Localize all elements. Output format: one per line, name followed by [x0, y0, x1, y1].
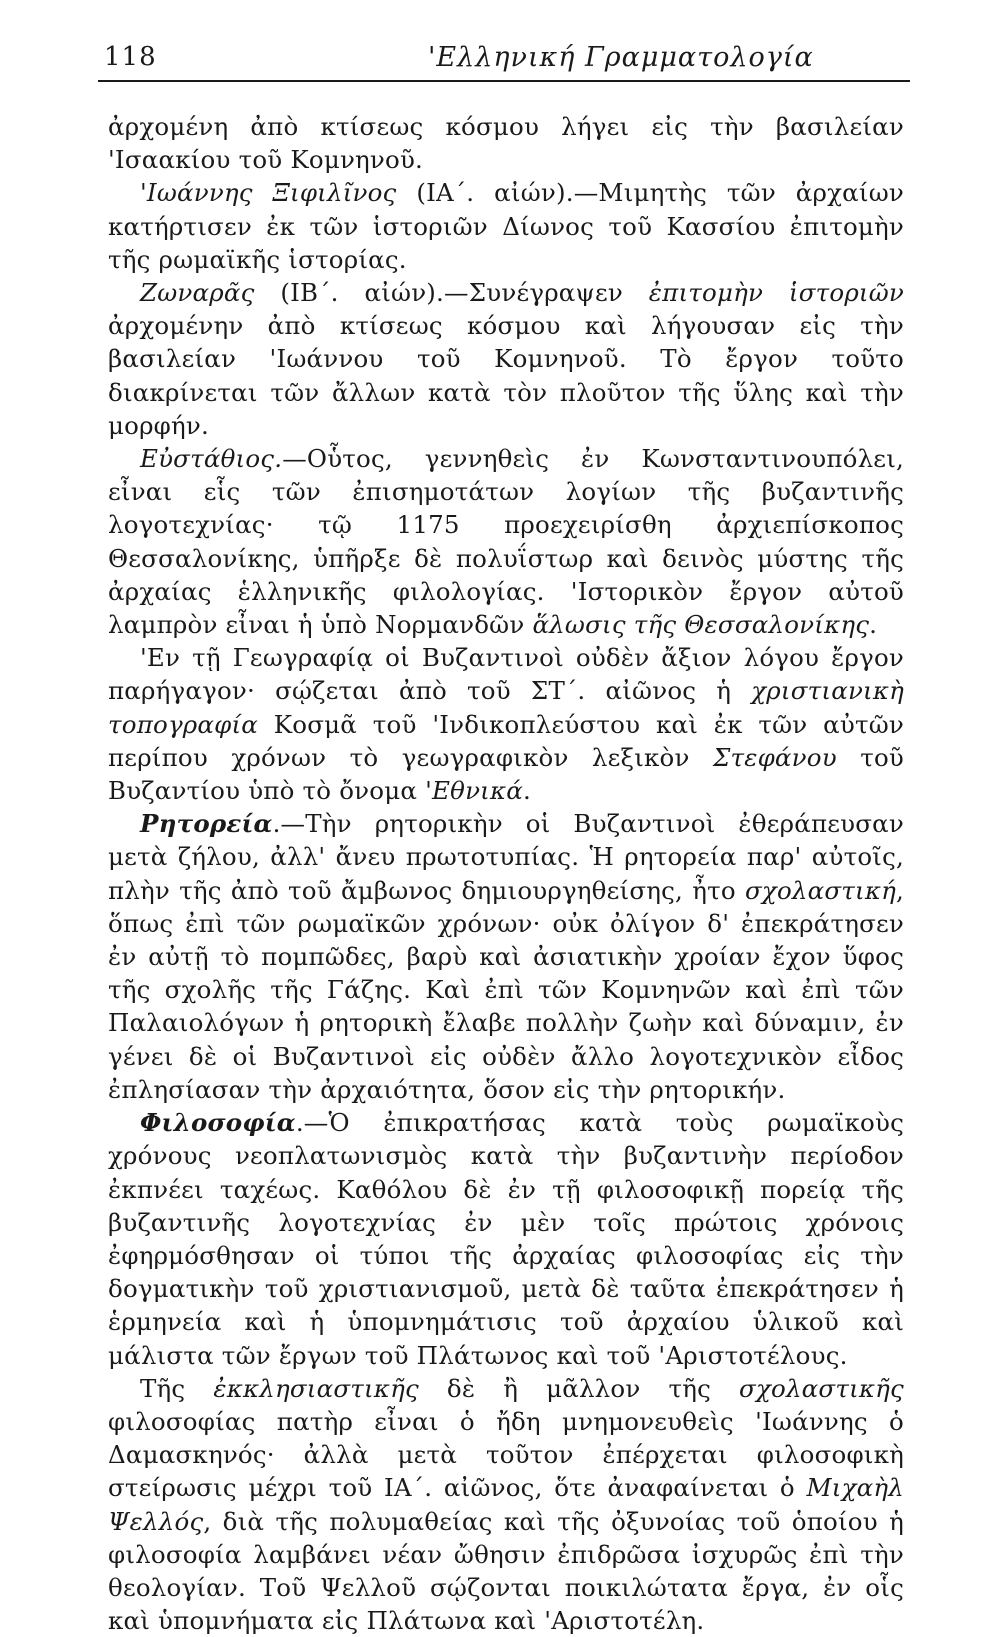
- paragraph-p8: [108, 1372, 904, 1637]
- text-run: —Οὗτος, γεννηθεὶς ἐν Κωνσταντινουπόλει, εἶναι εἷς τῶν ἐπισημοτάτων λογίων τῆς βυζαντινῆς λογοτεχνίας· τῷ 1175 προεχειρίσθη ἀρχιεπίσκοπος Θεσσαλονίκης, ὑπῆρξε δὲ πολυΐστωρ καὶ δεινὸς μύστης τῆς ἀρχαίας ἑλληνικῆς φιλολογίας. 'Ιστορικὸν ἔργον αὐτοῦ λαμπρὸν εἶναι ἡ ὑπὸ Νορμανδῶν: [108, 444, 904, 640]
- italic-term: 'Εθνικά: [425, 776, 523, 806]
- page-number: 118: [104, 42, 157, 72]
- italic-term: ἐκκλησιαστικῆς: [213, 1373, 419, 1403]
- text-run: .—Ὁ ἐπικρατήσας κατὰ τοὺς ρωμαϊκοὺς χρόνους νεοπλατωνισμὸς κατὰ τὴν βυζαντινὴν περίοδον ἐκπνέει ταχέως. Καθόλου δὲ ἐν τῇ φιλοσοφικῇ πορείᾳ τῆς βυζαντινῆς λογοτεχνίας ἐν μὲν τοῖς πρώτοις χρόνοις ἐφηρμόσθησαν οἱ τύποι τῆς ἀρχαίας φιλοσοφίας εἰς τὴν δογματικὴν τοῦ χριστιανισμοῦ, μετὰ δὲ ταῦτα ἐπεκράτησεν ἡ ἑρμηνεία καὶ ἡ ὑπομνημάτισις τοῦ ἀρχαίου ὑλικοῦ καὶ μάλιστα τῶν ἔργων τοῦ Πλάτωνος καὶ τοῦ 'Αριστοτέλους.: [108, 1108, 904, 1370]
- italic-term: σχολαστική: [744, 875, 896, 905]
- italic-term: χριστιανικὴ τοπογραφία: [108, 676, 904, 739]
- text-run: 'Εν τῇ Γεωγραφίᾳ οἱ Βυζαντινοὶ οὐδὲν ἄξιον λόγου ἔργον παρήγαγον· σῴζεται ἀπὸ τοῦ ΣΤ΄. αἰῶνος ἡ: [108, 643, 904, 706]
- italic-term: ἅλωσις τῆς Θεσσαλονίκης: [532, 610, 870, 640]
- paragraph-p5: [108, 641, 904, 807]
- section-heading: Φιλοσοφία: [140, 1108, 296, 1138]
- text-run: .: [522, 776, 531, 806]
- header-rule: [98, 80, 910, 82]
- running-title: 'Ελληνική Γραμματολογία: [428, 42, 814, 73]
- italic-term: Μιχαὴλ Ψελλός: [108, 1473, 904, 1536]
- paragraph-p4: [108, 442, 904, 641]
- text-run: (ΙΒ΄. αἰών).—Συνέγραψεν: [254, 278, 649, 308]
- section-heading: Ρητορεία: [140, 809, 273, 839]
- paragraph-p3: [108, 276, 904, 442]
- body-text: [108, 110, 904, 1637]
- italic-term: Στεφάνου: [712, 742, 837, 772]
- page-header: [98, 36, 908, 80]
- paragraph-p7: [108, 1106, 904, 1372]
- text-run: Τῆς: [140, 1373, 214, 1403]
- italic-term: ἐπιτομὴν ἱστοριῶν: [648, 278, 905, 308]
- text-run: .: [869, 610, 878, 640]
- text-run: φιλοσοφίας πατὴρ εἶναι ὁ ἤδη μνημονευθεὶς 'Ιωάννης ὁ Δαμασκηνός· ἀλλὰ μετὰ τοῦτον ἐπέρχεται φιλοσοφικὴ στείρωσις μέχρι τοῦ ΙΑ΄. αἰῶνος, ὅτε ἀναφαίνεται ὁ: [108, 1406, 904, 1503]
- paragraph-p2: [108, 176, 904, 276]
- text-run: τοῦ Βυζαντίου ὑπὸ τὸ ὄνομα: [108, 742, 904, 806]
- paragraph-p1: [108, 110, 904, 176]
- text-run: δὲ ἢ μᾶλλον τῆς: [418, 1373, 740, 1403]
- italic-term: Ζωναρᾶς: [140, 278, 255, 308]
- text-run: , ὅπως ἐπὶ τῶν ρωμαϊκῶν χρόνων· οὐκ ὀλίγον δ' ἐπεκράτησεν ἐν αὐτῇ τὸ πομπῶδες, βαρὺ καὶ ἀσιατικὴν χροίαν ἔχον ὕφος τῆς σχολῆς τῆς Γάζης. Καὶ ἐπὶ τῶν Κομνηνῶν καὶ ἐπὶ τῶν Παλαιολόγων ἡ ρητορικὴ ἔλαβε πολλὴν ζωὴν καὶ δύναμιν, ἐν γένει δὲ οἱ Βυζαντινοὶ εἰς οὐδὲν ἄλλο λογοτεχνικὸν εἶδος ἐπλησίασαν τὴν ἀρχαιότητα, ὅσον εἰς τὴν ρητορικήν.: [108, 875, 904, 1104]
- text-run: ἀρχομένη ἀπὸ κτίσεως κόσμου λήγει εἰς τὴν βασιλείαν 'Ισαακίου τοῦ Κομνηνοῦ.: [108, 112, 904, 175]
- text-run: .—Τὴν ρητορικὴν οἱ Βυζαντινοὶ ἐθεράπευσαν μετὰ ζήλου, ἀλλ' ἄνευ πρωτοτυπίας. Ἡ ρητορεία παρ' αὐτοῖς, πλὴν τῆς ἀπὸ τοῦ ἄμβωνος δημιουργηθείσης, ἦτο: [108, 809, 904, 905]
- text-run: ἀρχομένην ἀπὸ κτίσεως κόσμου καὶ λήγουσαν εἰς τὴν βασιλείαν 'Ιωάννου τοῦ Κομνηνοῦ. Τὸ ἔργον τοῦτο διακρίνεται τῶν ἄλλων κατὰ τὸν πλοῦτον τῆς ὕλης καὶ τὴν μορφήν.: [108, 311, 904, 440]
- italic-term: σχολαστικῆς: [739, 1373, 904, 1403]
- text-run: , διὰ τῆς πολυμαθείας καὶ τῆς ὀξυνοίας τοῦ ὁποίου ἡ φιλοσοφία λαμβάνει νέαν ὤθησιν ἐπιδρῶσα ἰσχυρῶς ἐπὶ τὴν θεολογίαν. Τοῦ Ψελλοῦ σῴζονται ποικιλώτατα ἔργα, ἐν οἷς καὶ ὑπομνήματα εἰς Πλάτωνα καὶ 'Αριστοτέλη.: [108, 1506, 904, 1636]
- italic-term: Εὐστάθιος.: [140, 444, 283, 474]
- paragraph-p6: [108, 807, 904, 1106]
- italic-term: 'Ιωάννης Ξιφιλῖνος: [140, 178, 397, 208]
- text-run: Κοσμᾶ τοῦ 'Ινδικοπλεύστου καὶ ἐκ τῶν αὐτῶν περίπου χρόνων τὸ γεωγραφικὸν λεξικὸν: [108, 709, 904, 772]
- text-run: (ΙΑ΄. αἰών).—Μιμητὴς τῶν ἀρχαίων κατήρτισεν ἐκ τῶν ἱστοριῶν Δίωνος τοῦ Κασσίου ἐπιτομὴν τῆς ρωμαϊκῆς ἱστορίας.: [108, 178, 904, 274]
